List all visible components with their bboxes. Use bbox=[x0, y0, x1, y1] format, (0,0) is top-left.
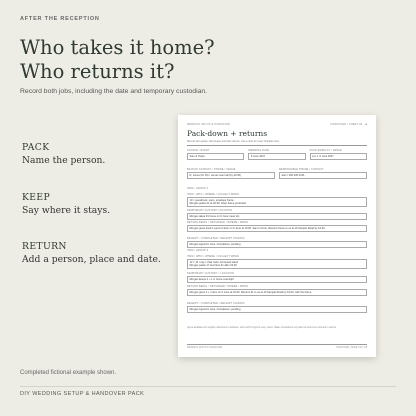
sheet-header-right: HANDOVER | SHEET 06 bbox=[330, 123, 363, 126]
sheet-mark-icon: ■ bbox=[365, 123, 367, 126]
field-value: 6 June 2027 bbox=[248, 153, 305, 160]
step-title: KEEP bbox=[22, 192, 51, 203]
field-label: RESPONSIBLE PHONE / CONTACT bbox=[279, 168, 324, 171]
footer-label: DIY WEDDING SETUP & HANDOVER PACK bbox=[20, 391, 145, 397]
step-description: Add a person, place and date. bbox=[22, 254, 161, 265]
group-1-label: ITEM / GROUP 1 bbox=[187, 187, 209, 190]
field-label: WEDDING DATE bbox=[248, 149, 270, 152]
field-value: R. Jones (M. 02) / venue near hall (by 20:30) bbox=[187, 172, 275, 179]
step-title: PACK bbox=[22, 142, 50, 153]
field-label: PACK-DOWN AT / VENUE bbox=[309, 149, 342, 152]
step-return bbox=[22, 241, 161, 265]
field-label: RETURN BEING / RETURNED / WHERE / WHEN bbox=[187, 285, 249, 288]
field-value: Morgan gives book 1 pens to Sam on 6 June at 10:00. Sam's home. Returns frame to us at 16 Sample Road by 10:00. bbox=[187, 225, 367, 232]
group-1-return bbox=[187, 221, 367, 232]
sheet-footer bbox=[187, 347, 367, 349]
field-label: ITEM / WHO / WHERE / COLLECT WHEN bbox=[187, 255, 239, 258]
group-2-confirm bbox=[187, 302, 367, 313]
sheet-note: Agree deadlines for supplier collections in advance, and confirm logs for every return. Make completions only after the items are returned in person. bbox=[187, 327, 337, 329]
sheet-subtitle: Record who packs, who keeps and who returns. Use a note for every hire/loan item. bbox=[187, 140, 280, 143]
page-title bbox=[20, 36, 215, 84]
subtitle: Record both jobs, including the date and temporary custodian. bbox=[20, 88, 208, 95]
field-label: COUPLE / EVENT bbox=[187, 149, 210, 152]
sheet-footer-right: HANDOVER | SHEET 06 | 6/8 bbox=[336, 347, 367, 349]
group-2-item bbox=[187, 255, 367, 269]
field-value: Morgan signed 6 June. Completion: pending bbox=[187, 241, 367, 248]
eyebrow-label: AFTER THE RECEPTION bbox=[20, 16, 100, 22]
sheet-contact-row bbox=[187, 168, 367, 179]
sheet-divider bbox=[187, 145, 367, 146]
field-label: RECEIPT / COMPLETED / RECEIPT SIGNING bbox=[187, 237, 245, 240]
field-label: TEMPORARY CUSTODY LOCATION bbox=[187, 209, 233, 212]
group-1-confirm bbox=[187, 237, 367, 248]
field-value: Morgan keeps 2 + 1 in home overnight bbox=[187, 276, 367, 283]
group-2-return bbox=[187, 285, 367, 296]
field-value: Lot 1, 6 June 2027 bbox=[310, 153, 367, 160]
field-value: Morgan takes #1 home on 6 June; keep dry bbox=[187, 213, 367, 220]
handover-sheet-preview bbox=[178, 115, 376, 357]
sheet-title: Pack-down + returns bbox=[187, 129, 268, 138]
footer-divider bbox=[20, 386, 396, 387]
sheet-header bbox=[187, 123, 367, 126]
footnote: Completed fictional example shown. bbox=[20, 370, 117, 376]
group-1-keep bbox=[187, 209, 367, 220]
step-title: RETURN bbox=[22, 241, 67, 252]
field-label: ITEM / WHO / WHERE / COLLECT WHEN bbox=[187, 193, 239, 196]
field-value: Sam & Taylor bbox=[187, 153, 244, 160]
field-label: BACKUP CONTACT / PHONE / VENUE bbox=[187, 168, 236, 171]
group-2-keep bbox=[187, 272, 367, 283]
step-description: Name the person. bbox=[22, 155, 106, 166]
field-value: Alex / 000 000 0101 bbox=[279, 172, 367, 179]
group-2-label: ITEM / GROUP 2 bbox=[187, 249, 209, 252]
field-value: Morgan signed 6 June. Completion: pending bbox=[187, 306, 367, 313]
title-line-1: Who takes it home? bbox=[20, 36, 215, 59]
sheet-header-left: WEDDING SETUP & HANDOVER bbox=[187, 123, 231, 126]
step-pack bbox=[22, 142, 105, 166]
field-value: 12 × 10 / cap / chair carts, borrowed stand Morgan packs 17 and time 61 after 20:30 bbox=[187, 259, 367, 269]
sheet-footer-left: WEDDING SETUP & HANDOVER bbox=[187, 347, 223, 349]
field-label: RETURN BEING / RETURNED / WHERE / WHEN bbox=[187, 221, 249, 224]
step-keep bbox=[22, 192, 110, 216]
field-value: 10 × guestbook, pens, envelope frame Morgan packs 21 at 20:30; Keep frame protected bbox=[187, 197, 367, 207]
group-1-item bbox=[187, 193, 367, 207]
field-label: TEMPORARY CUSTODY / LOCATION bbox=[187, 272, 234, 275]
field-value: Morgan gives 2 + 1 item on 6 June at 10:00. Returns 61 to us at 16 Sample Road by 10:00, with the frame. bbox=[187, 289, 367, 296]
title-line-2: Who returns it? bbox=[20, 60, 175, 83]
sheet-event-row bbox=[187, 149, 367, 160]
step-description: Say where it stays. bbox=[22, 205, 111, 216]
field-label: RECEIPT / COMPLETED / RECEIPT SIGNING bbox=[187, 302, 245, 305]
sheet-footer-divider bbox=[187, 344, 367, 345]
